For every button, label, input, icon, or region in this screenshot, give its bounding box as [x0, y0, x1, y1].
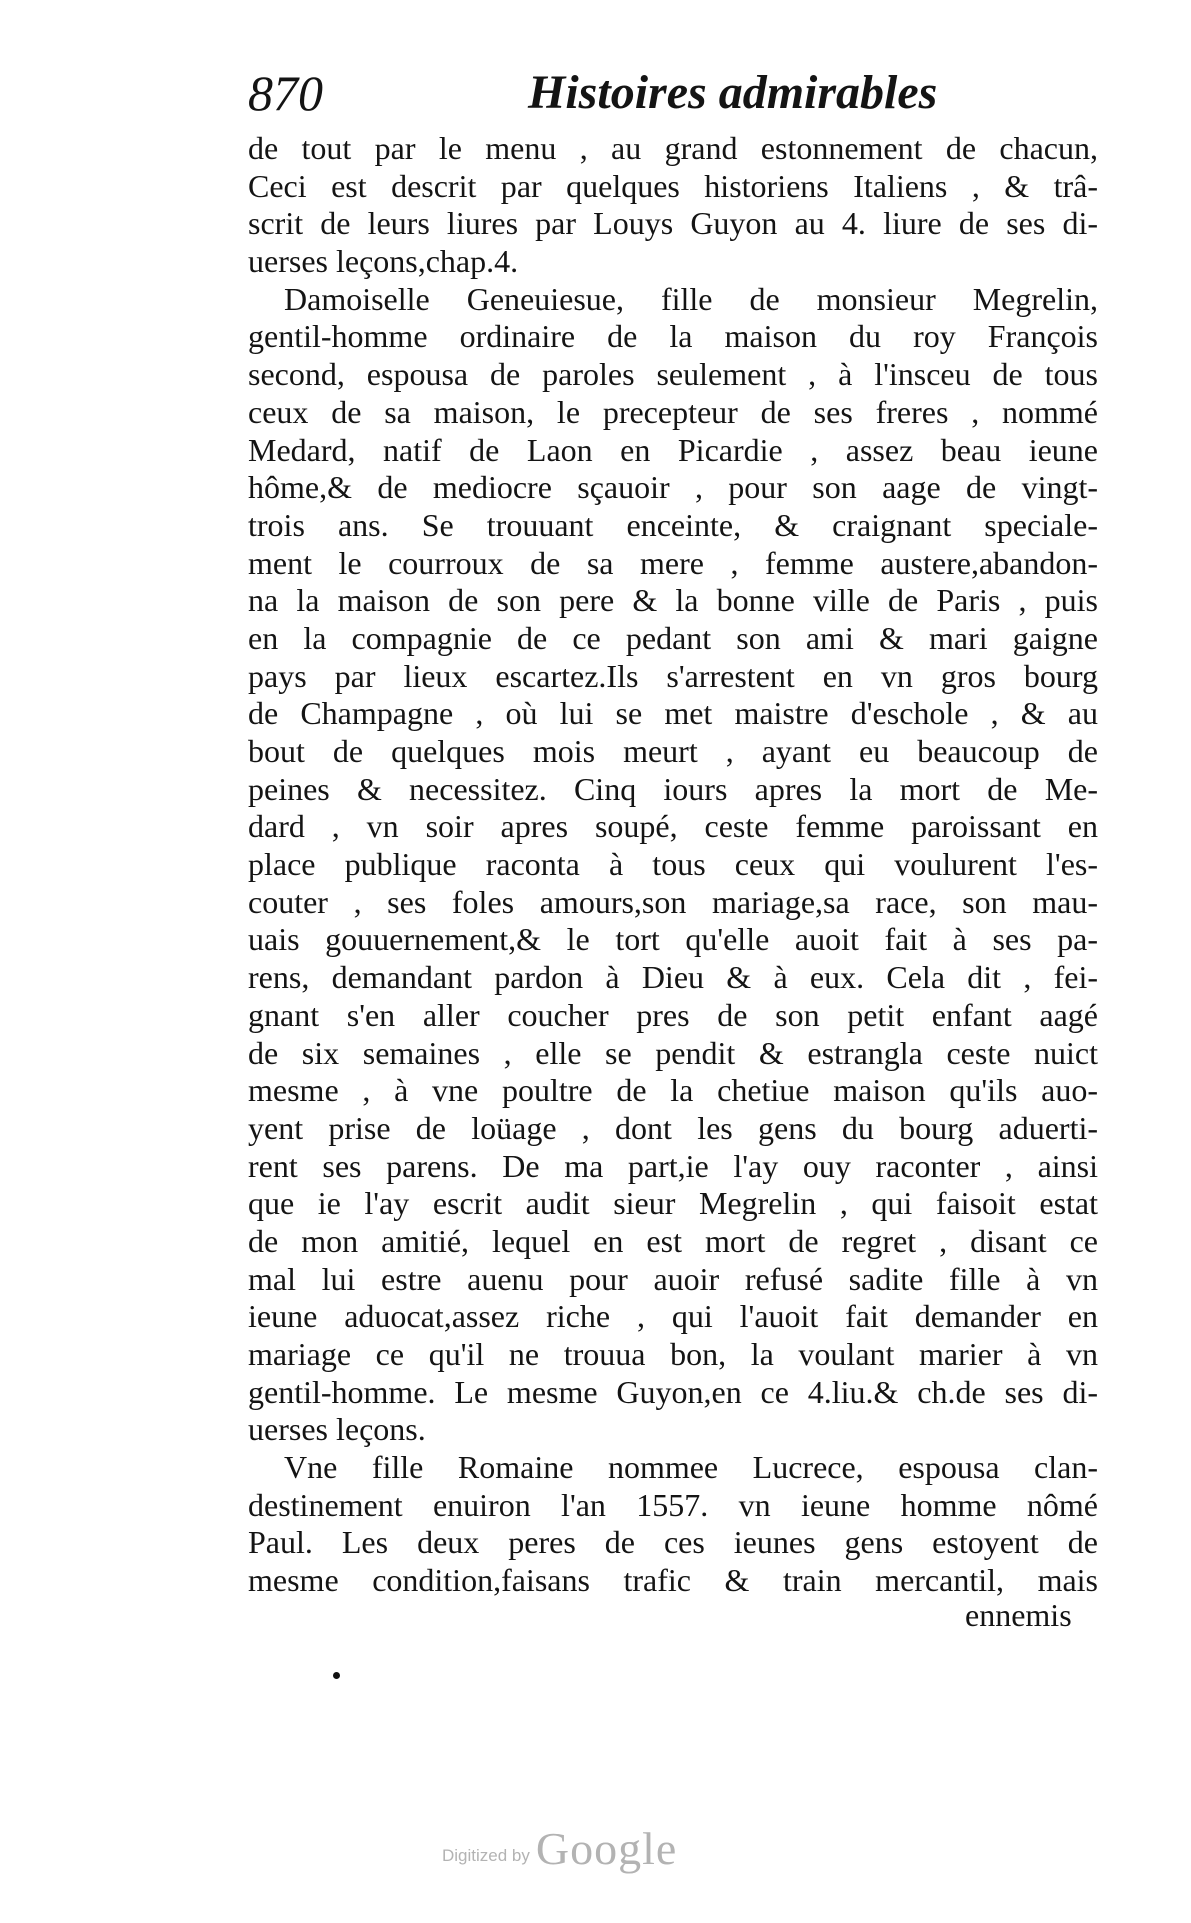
text-line: couter , ses foles amours,son mariage,sa race, son mau-: [248, 883, 1098, 920]
text-line: uais gouuernement,& le tort qu'elle auoit fait à ses pa-: [248, 921, 1098, 958]
text-line: yent prise de loüage , dont les gens du bourg aduerti-: [248, 1109, 1098, 1146]
text-line: second, espousa de paroles seulement , à l'insceu de tous: [248, 356, 1098, 393]
text-line: trois ans. Se trouuant enceinte, & craignant speciale-: [248, 506, 1098, 543]
text-line: destinement enuiron l'an 1557. vn ieune homme nômé: [248, 1486, 1098, 1523]
text-line: gnant s'en aller coucher pres de son petit enfant aagé: [248, 996, 1098, 1033]
text-line: Vne fille Romaine nommee Lucrece, espousa clan-: [284, 1449, 1098, 1486]
page-header: [248, 58, 1138, 128]
text-line: uerses leçons,chap.4.: [248, 243, 519, 280]
text-line: uerses leçons.: [248, 1411, 426, 1448]
text-line: na la maison de son pere & la bonne ville de Paris , puis: [248, 582, 1098, 619]
text-line: de tout par le menu , au grand estonnement de chacun,: [248, 130, 1098, 166]
text-line: Ceci est descrit par quelques historiens Italiens , & trâ-: [248, 167, 1098, 204]
text-line: mal lui estre auenu pour auoir refusé sadite fille à vn: [248, 1260, 1098, 1297]
text-line: mariage ce qu'il ne trouua bon, la voulant marier à vn: [248, 1336, 1098, 1372]
text-line: de Champagne , où lui se met maistre d'eschole , & au: [248, 695, 1098, 732]
text-line: place publique raconta à tous ceux qui voulurent l'es-: [248, 846, 1098, 883]
watermark-prefix: Digitized by: [442, 1846, 530, 1865]
text-line: que ie l'ay escrit audit sieur Megrelin , qui faisoit estat: [248, 1185, 1098, 1222]
google-logo: Google: [535, 1823, 678, 1874]
text-line: ment le courroux de sa mere , femme austere,abandon-: [248, 544, 1098, 581]
text-line: rent ses parens. De ma part,ie l'ay ouy raconter , ainsi: [248, 1147, 1098, 1184]
text-line: rens, demandant pardon à Dieu & à eux. Cela dit , fei-: [248, 959, 1098, 996]
text-line: mesme , à vne poultre de la chetiue maison qu'ils auo-: [248, 1072, 1098, 1109]
text-line: mesme condition,faisans trafic & train mercantil, mais: [248, 1562, 1098, 1599]
text-line: ceux de sa maison, le precepteur de ses freres , nommé: [248, 393, 1098, 430]
text-line: peines & necessitez. Cinq iours apres la mort de Me-: [248, 770, 1098, 807]
digitization-watermark: [442, 1815, 677, 1875]
text-line: pays par lieux escartez.Ils s'arrestent en vn gros bourg: [248, 657, 1098, 694]
text-line: en la compagnie de ce pedant son ami & mari gaigne: [248, 619, 1098, 656]
ink-dot: [333, 1672, 340, 1679]
text-line: Damoiselle Geneuiesue, fille de monsieur Megrelin,: [284, 280, 1098, 317]
text-line: de mon amitié, lequel en est mort de regret , disant ce: [248, 1222, 1098, 1259]
running-title: Histoires admirables: [528, 66, 938, 119]
body-text: [248, 130, 1098, 1600]
catchword: ennemis: [965, 1597, 1072, 1633]
text-line: de six semaines , elle se pendit & estrangla ceste nuict: [248, 1034, 1098, 1071]
text-line: ieune aduocat,assez riche , qui l'auoit fait demander en: [248, 1298, 1098, 1335]
text-line: hôme,& de mediocre sçauoir , pour son aage de vingt-: [248, 469, 1098, 506]
text-line: Medard, natif de Laon en Picardie , assez beau ieune: [248, 431, 1098, 468]
text-line: scrit de leurs liures par Louys Guyon au 4. liure de ses di-: [248, 205, 1098, 242]
text-line: gentil-homme ordinaire de la maison du roy François: [248, 318, 1098, 355]
text-line: Paul. Les deux peres de ces ieunes gens estoyent de: [248, 1524, 1098, 1561]
text-line: gentil-homme. Le mesme Guyon,en ce 4.liu.& ch.de ses di-: [248, 1373, 1098, 1410]
text-line: dard , vn soir apres soupé, ceste femme paroissant en: [248, 808, 1098, 845]
page-number: 870: [248, 65, 323, 121]
text-line: bout de quelques mois meurt , ayant eu beaucoup de: [248, 733, 1098, 769]
